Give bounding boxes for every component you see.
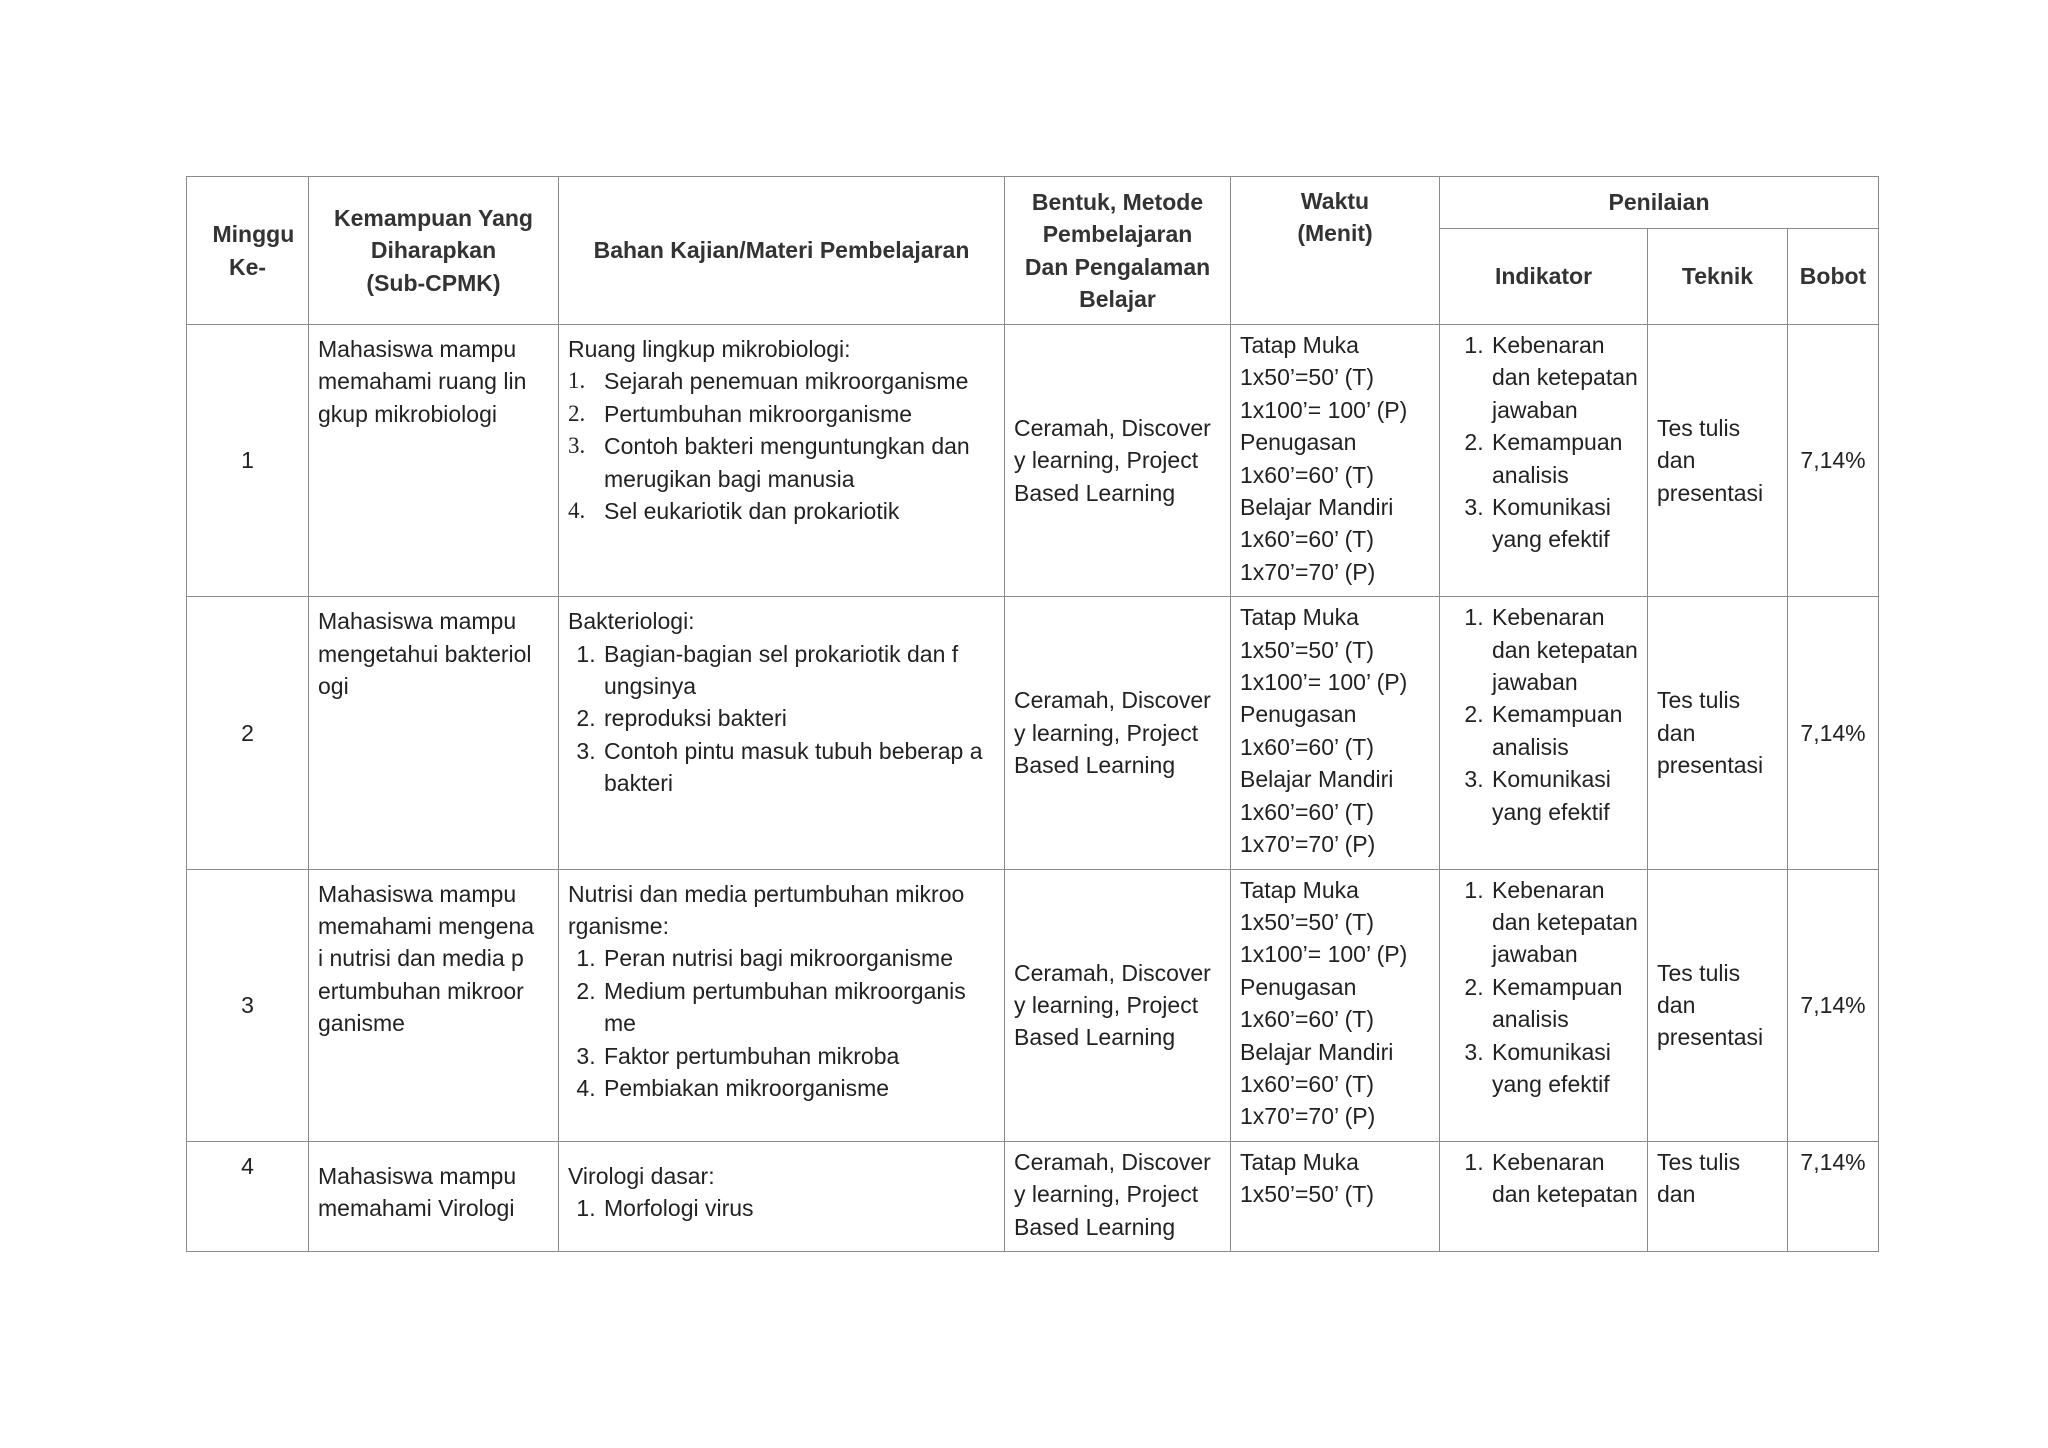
week-cell <box>187 869 309 1141</box>
kemampuan-line: Mahasiswa mampu <box>318 880 517 907</box>
waktu-line: 1x70’=70’ (P) <box>1240 1103 1376 1130</box>
kemampuan-line: ertumbuhan mikroor <box>318 977 524 1004</box>
waktu-line: Belajar Mandiri <box>1240 766 1394 793</box>
waktu-cell <box>1231 1141 1440 1251</box>
teknik-line: Tes tulis <box>1657 1148 1741 1175</box>
header-bahan <box>559 177 1005 325</box>
bentuk-line: Ceramah, Discover <box>1014 415 1211 442</box>
kemampuan-line: memahami ruang lin <box>318 368 527 395</box>
header-minggu <box>187 177 309 325</box>
bentuk-cell <box>1005 869 1231 1141</box>
waktu-line: 1x60’=60’ (T) <box>1240 1006 1375 1033</box>
waktu-cell <box>1231 597 1440 869</box>
teknik-line: dan <box>1657 991 1696 1018</box>
bentuk-line: Based Learning <box>1014 752 1176 779</box>
table-row <box>187 869 1879 1141</box>
waktu-line: 1x60’=60’ (T) <box>1240 526 1375 553</box>
header-teknik-label: Teknik <box>1681 263 1754 290</box>
bentuk-cell <box>1005 325 1231 597</box>
bentuk-line: y learning, Project <box>1014 719 1199 746</box>
bobot-value: 7,14% <box>1800 719 1866 746</box>
header-penilaian <box>1440 177 1879 229</box>
teknik-cell <box>1648 1141 1788 1251</box>
teknik-line: Tes tulis <box>1657 959 1741 986</box>
kemampuan-line: Mahasiswa mampu <box>318 608 517 635</box>
bentuk-line: y learning, Project <box>1014 991 1199 1018</box>
bahan-item: Contoh bakteri menguntungkan dan merugikan bagi manusia <box>604 433 970 492</box>
indikator-item: 1. Kebenaran dan ketepatan jawaban <box>1490 874 1638 971</box>
bentuk-line: Based Learning <box>1014 1024 1176 1051</box>
header-bobot-label: Bobot <box>1799 263 1867 290</box>
bobot-value: 7,14% <box>1800 991 1866 1018</box>
header-teknik <box>1648 229 1788 325</box>
waktu-line: 1x60’=60’ (T) <box>1240 733 1375 760</box>
header-bentuk-line: Bentuk, Metode <box>1031 188 1204 215</box>
waktu-line: Belajar Mandiri <box>1240 494 1394 521</box>
bahan-item: Sel eukariotik dan prokariotik <box>604 498 900 525</box>
bahan-cell <box>559 597 1005 869</box>
bentuk-cell <box>1005 597 1231 869</box>
bahan-cell <box>559 1141 1005 1251</box>
header-kemampuan-line: Kemampuan Yang <box>334 204 533 231</box>
indikator-item: 2. Kemampuan analisis <box>1490 698 1638 763</box>
teknik-line: Tes tulis <box>1657 687 1741 714</box>
bobot-value: 7,14% <box>1800 447 1866 474</box>
teknik-line: Tes tulis <box>1657 415 1741 442</box>
indikator-item: 1. Kebenaran dan ketepatan jawaban <box>1490 329 1638 426</box>
teknik-line: presentasi <box>1657 1024 1764 1051</box>
header-waktu-line: Waktu <box>1300 188 1370 214</box>
bobot-cell <box>1788 325 1879 597</box>
bobot-cell <box>1788 1141 1879 1251</box>
bahan-item: 3. Faktor pertumbuhan mikroba <box>602 1040 995 1072</box>
waktu-line: 1x70’=70’ (P) <box>1240 558 1376 585</box>
week-cell <box>187 325 309 597</box>
indikator-item: 3. Komunikasi yang efektif <box>1490 491 1638 556</box>
teknik-line: presentasi <box>1657 752 1764 779</box>
table-row <box>187 1141 1879 1251</box>
waktu-line: 1x50’=50’ (T) <box>1240 364 1375 391</box>
week-number: 1 <box>241 447 254 474</box>
week-number: 2 <box>241 719 254 746</box>
bahan-item: 1. Bagian-bagian sel prokariotik dan f ungsinya <box>602 638 995 703</box>
indikator-item: 2. Kemampuan analisis <box>1490 426 1638 491</box>
waktu-line: 1x50’=50’ (T) <box>1240 636 1375 663</box>
waktu-line: 1x100’= 100’ (P) <box>1240 669 1408 696</box>
kemampuan-line: i nutrisi dan media p <box>318 945 524 972</box>
bahan-item: Pertumbuhan mikroorganisme <box>604 400 913 427</box>
bobot-value: 7,14% <box>1800 1148 1866 1175</box>
kemampuan-cell <box>309 869 559 1141</box>
rps-table <box>186 176 1879 1252</box>
waktu-line: 1x60’=60’ (T) <box>1240 798 1375 825</box>
kemampuan-line: Mahasiswa mampu <box>318 336 517 362</box>
teknik-cell <box>1648 325 1788 597</box>
waktu-line: Tatap Muka <box>1240 876 1359 903</box>
indikator-item: 2. Kemampuan analisis <box>1490 971 1638 1036</box>
bahan-item: 1. Morfologi virus <box>602 1192 995 1224</box>
bahan-item: 2. reproduksi bakteri <box>602 702 995 734</box>
bahan-item: Sejarah penemuan mikroorganisme <box>604 368 969 395</box>
waktu-line: 1x50’=50’ (T) <box>1240 908 1375 935</box>
kemampuan-line: ganisme <box>318 1010 405 1037</box>
waktu-line: Tatap Muka <box>1240 604 1359 631</box>
table-row <box>187 325 1879 597</box>
header-penilaian-label: Penilaian <box>1608 189 1710 216</box>
waktu-line: Tatap Muka <box>1240 1148 1359 1175</box>
header-bentuk-line: Belajar <box>1079 285 1156 312</box>
header-bentuk <box>1005 177 1231 325</box>
bahan-cell <box>559 869 1005 1141</box>
waktu-line: Penugasan <box>1240 701 1357 728</box>
indikator-item: 3. Komunikasi yang efektif <box>1490 1036 1638 1101</box>
teknik-cell <box>1648 597 1788 869</box>
kemampuan-cell <box>309 325 559 597</box>
kemampuan-cell <box>309 597 559 869</box>
header-bahan-label: Bahan Kajian/Materi Pembelajaran <box>593 237 970 264</box>
waktu-cell <box>1231 325 1440 597</box>
indikator-cell <box>1440 869 1648 1141</box>
bentuk-line: Ceramah, Discover <box>1014 687 1211 714</box>
bahan-intro: Nutrisi dan media pertumbuhan mikroo rganisme: <box>568 880 965 939</box>
bahan-item: 1. Peran nutrisi bagi mikroorganisme <box>602 942 995 974</box>
bahan-cell <box>559 325 1005 597</box>
bentuk-line: y learning, Project <box>1014 447 1199 474</box>
table-row <box>187 597 1879 869</box>
bobot-cell <box>1788 597 1879 869</box>
teknik-line: dan <box>1657 719 1696 746</box>
waktu-line: Tatap Muka <box>1240 332 1359 358</box>
header-minggu-label: Minggu Ke- <box>212 221 295 280</box>
waktu-line: 1x60’=60’ (T) <box>1240 1070 1375 1097</box>
indikator-cell <box>1440 1141 1648 1251</box>
header-kemampuan <box>309 177 559 325</box>
header-waktu <box>1231 177 1440 325</box>
kemampuan-line: mengetahui bakteriol <box>318 640 532 667</box>
waktu-line: 1x60’=60’ (T) <box>1240 461 1375 488</box>
bahan-item: 2. Medium pertumbuhan mikroorganis me <box>602 975 995 1040</box>
header-waktu-line: (Menit) <box>1297 220 1373 247</box>
bentuk-cell <box>1005 1141 1231 1251</box>
header-bentuk-line: Dan Pengalaman <box>1024 253 1211 280</box>
teknik-line: dan <box>1657 1181 1696 1208</box>
header-kemampuan-line: Diharapkan <box>370 237 497 264</box>
header-indikator-label: Indikator <box>1494 263 1593 290</box>
header-indikator <box>1440 229 1648 325</box>
waktu-line: Penugasan <box>1240 973 1357 1000</box>
indikator-item: 1. Kebenaran dan ketepatan jawaban <box>1490 601 1638 698</box>
bahan-intro: Ruang lingkup mikrobiologi: <box>568 336 851 362</box>
week-cell <box>187 597 309 869</box>
waktu-line: Penugasan <box>1240 429 1357 456</box>
header-bobot <box>1788 229 1879 325</box>
bobot-cell <box>1788 869 1879 1141</box>
kemampuan-line: Mahasiswa mampu <box>318 1162 517 1189</box>
kemampuan-cell <box>309 1141 559 1251</box>
kemampuan-line: gkup mikrobiologi <box>318 400 497 427</box>
teknik-line: dan <box>1657 447 1696 474</box>
waktu-line: 1x100’= 100’ (P) <box>1240 396 1408 423</box>
waktu-line: 1x50’=50’ (T) <box>1240 1181 1375 1208</box>
bahan-item: 3. Contoh pintu masuk tubuh beberap a bakteri <box>602 735 995 800</box>
bahan-intro: Bakteriologi: <box>568 608 695 635</box>
indikator-cell <box>1440 325 1648 597</box>
bentuk-line: Based Learning <box>1014 479 1176 506</box>
kemampuan-line: memahami Virologi <box>318 1195 515 1222</box>
waktu-line: Belajar Mandiri <box>1240 1038 1394 1065</box>
waktu-line: 1x70’=70’ (P) <box>1240 831 1376 858</box>
week-number: 4 <box>241 1152 254 1179</box>
kemampuan-line: memahami mengena <box>318 912 535 939</box>
week-cell <box>187 1141 309 1251</box>
bentuk-line: Ceramah, Discover <box>1014 959 1211 986</box>
bentuk-line: y learning, Project <box>1014 1181 1199 1208</box>
bahan-item: 4. Pembiakan mikroorganisme <box>602 1072 995 1104</box>
indikator-cell <box>1440 597 1648 869</box>
teknik-line: presentasi <box>1657 479 1764 506</box>
bentuk-line: Ceramah, Discover <box>1014 1148 1211 1175</box>
waktu-cell <box>1231 869 1440 1141</box>
waktu-line: 1x100’= 100’ (P) <box>1240 941 1408 968</box>
bentuk-line: Based Learning <box>1014 1213 1176 1240</box>
header-bentuk-line: Pembelajaran <box>1042 221 1193 248</box>
header-kemampuan-line: (Sub-CPMK) <box>366 269 501 296</box>
indikator-item: 3. Komunikasi yang efektif <box>1490 763 1638 828</box>
teknik-cell <box>1648 869 1788 1141</box>
week-number: 3 <box>241 991 254 1018</box>
kemampuan-line: ogi <box>318 673 349 700</box>
bahan-intro: Virologi dasar: <box>568 1162 715 1189</box>
indikator-item: 1. Kebenaran dan ketepatan <box>1490 1146 1638 1211</box>
